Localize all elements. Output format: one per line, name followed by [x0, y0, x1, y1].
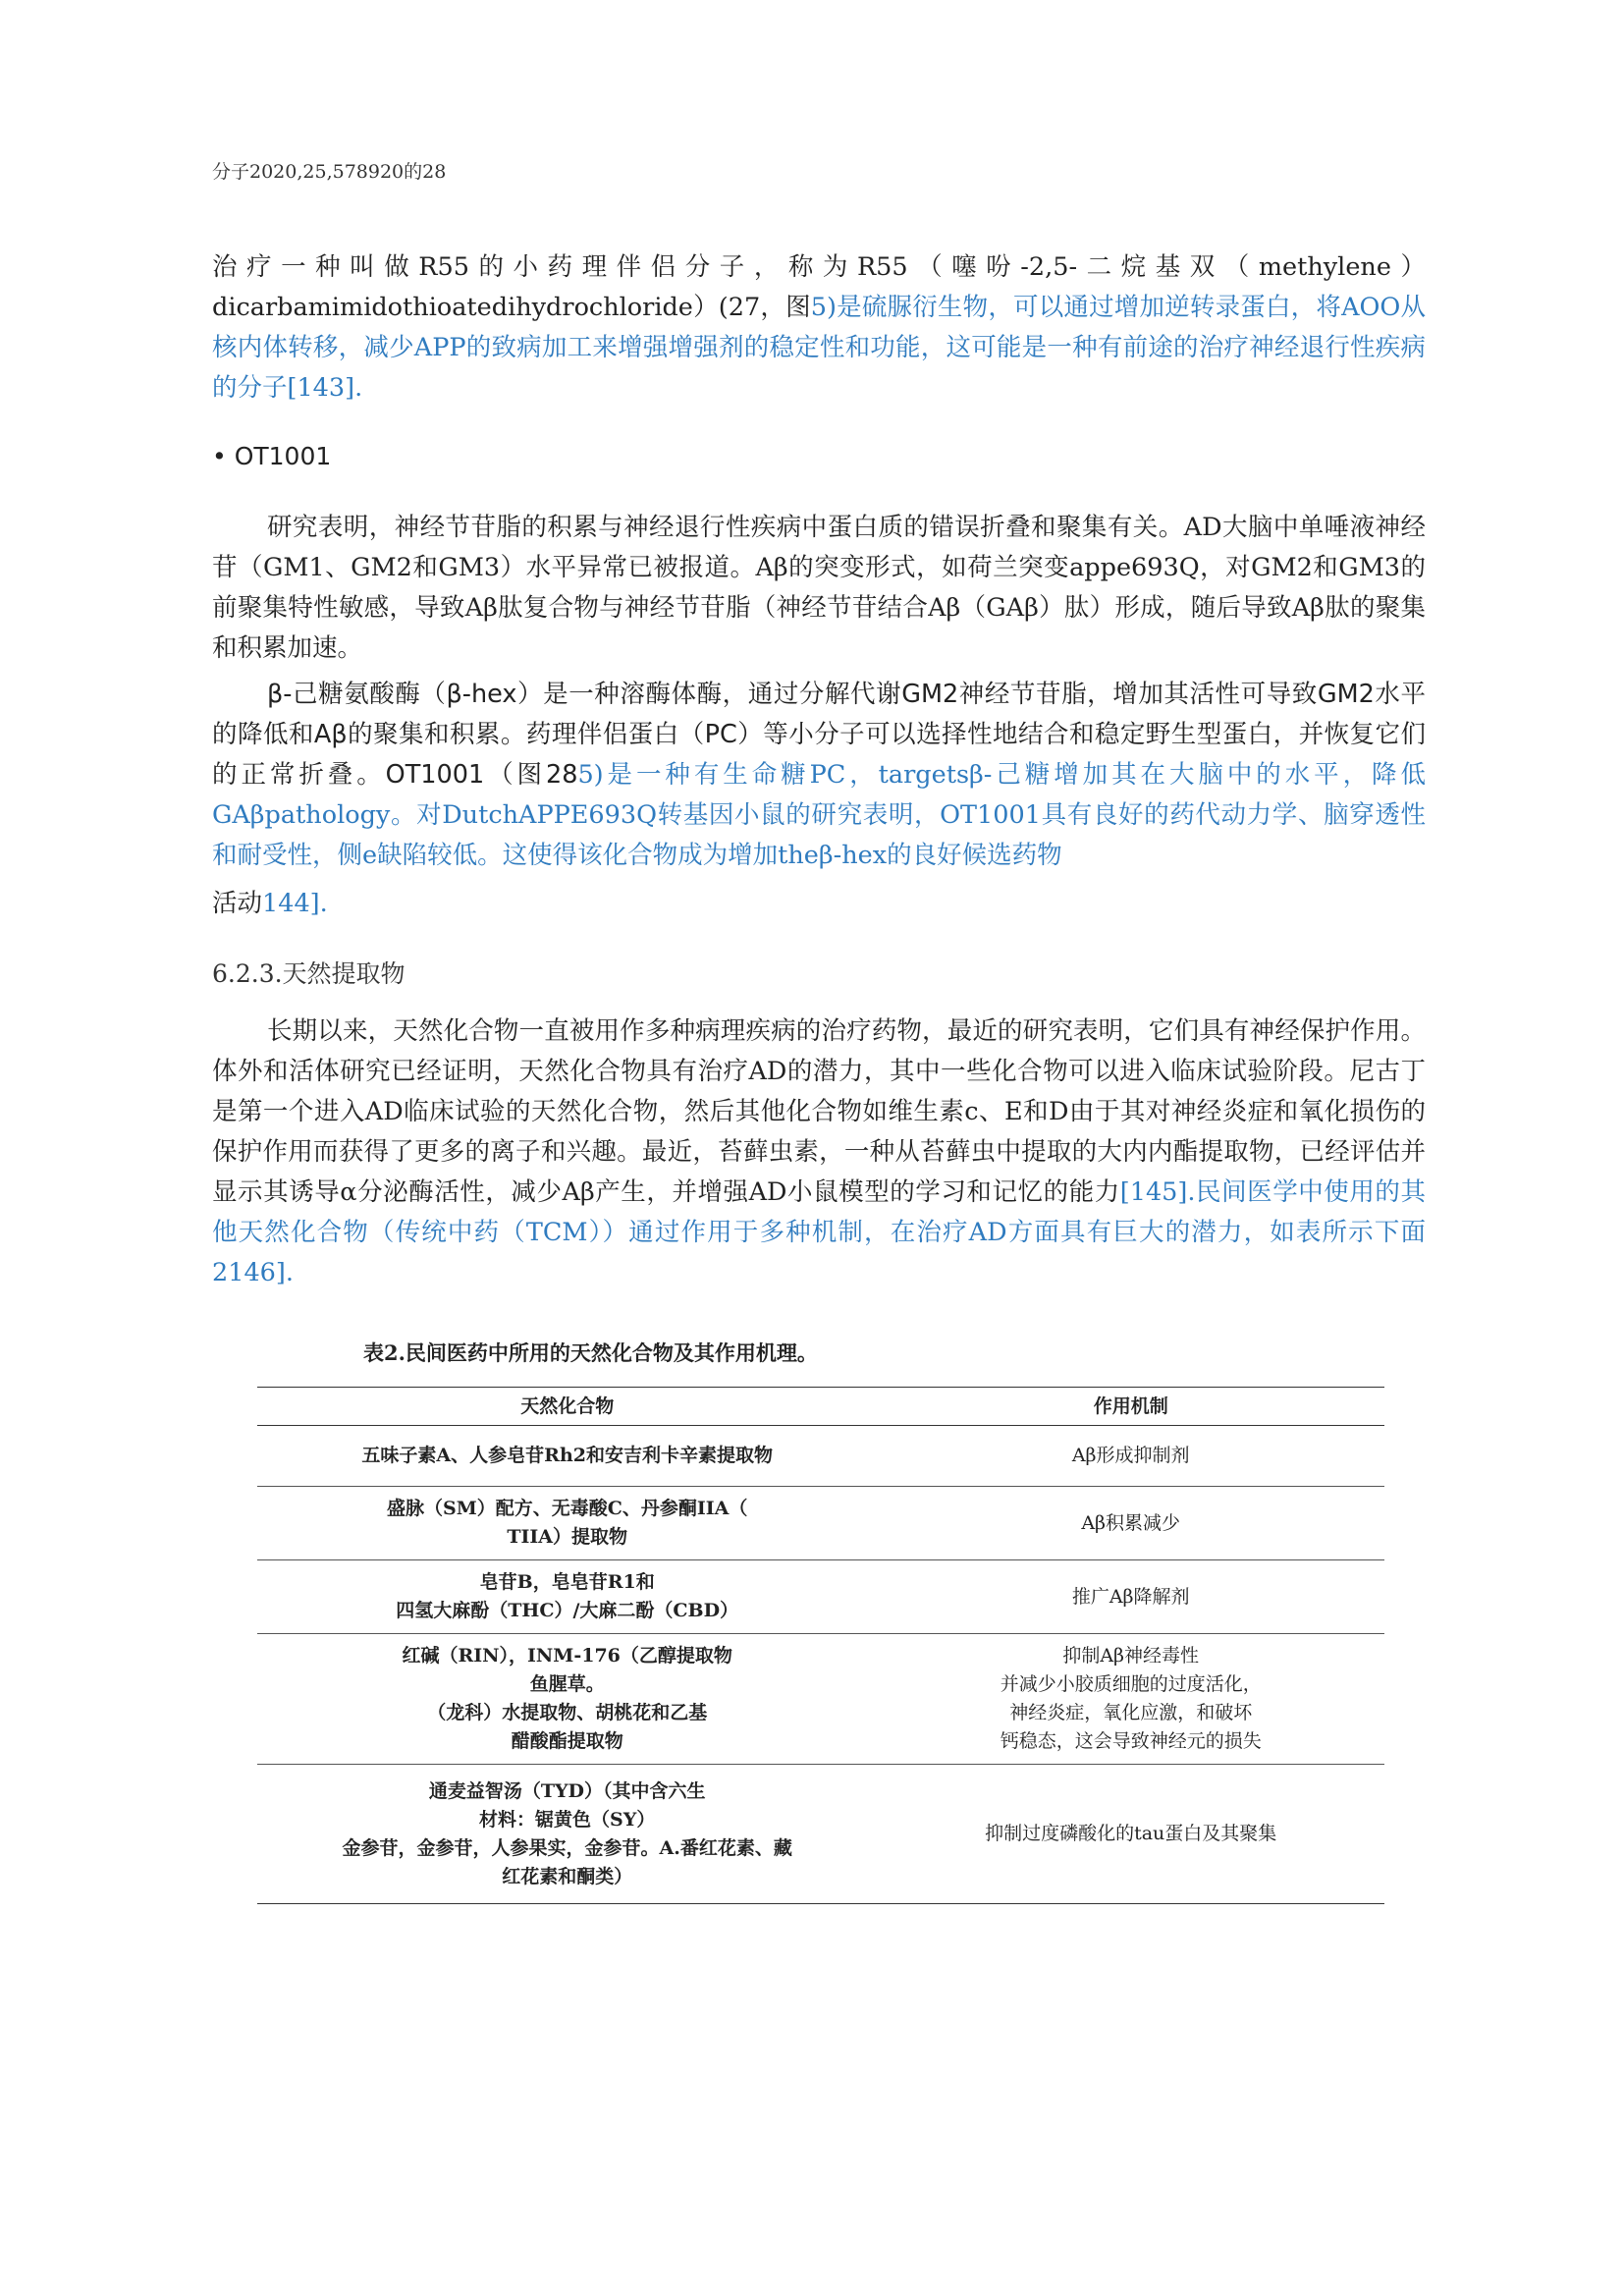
table-cell-mechanism: 抑制Aβ神经毒性 并减少小胶质细胞的过度活化， 神经炎症，氧化应激，和破坏 钙稳态，这会导致神经元的损失	[877, 1634, 1384, 1765]
section-heading: 6.2.3.天然提取物	[212, 959, 406, 988]
figure-reference-link[interactable]: 5)是一种有生命糖PC，targetsβ-己糖增加其在大脑中的水平，降低GAβpathology。对DutchAPPE693Q转基因小鼠的研究表明，OT1001具有良好的药代动力学、脑穿透性和耐受性，侧e缺陷较低。这使得该化合物成为增加theβ-hex的良好候选药物	[212, 760, 1426, 870]
paragraph-beta-hex-text: β-己糖氨酸酶（β-hex）是一种溶酶体酶，通过分解代谢GM2神经节苷脂，增加其活性可导致GM2水平的降低和Aβ的聚集和积累。药理伴侣蛋白（PC）等小分子可以选择性地结合和稳定野生型蛋白，并恢复它们的正常折叠。OT1001（图28	[212, 680, 1426, 790]
table-cell-mechanism: 推广Aβ降解剂	[877, 1560, 1384, 1634]
paragraph-natural-compounds-text: 长期以来，天然化合物一直被用作多种病理疾病的治疗药物，最近的研究表明，它们具有神经保护作用。体外和活体研究已经证明，天然化合物具有治疗AD的潜力，其中一些化合物可以进入临床试验阶段。尼古丁是第一个进入AD临床试验的天然化合物，然后其他化合物如维生素c、E和D由于其对神经炎症和氧化损伤的保护作用而获得了更多的离子和兴趣。最近，苔藓虫素，一种从苔藓虫中提取的大内内酯提取物，已经评估并显示其诱导α分泌酶活性，减少Aβ产生，并增强AD小鼠模型的学习和记忆的能力	[212, 1016, 1426, 1207]
compounds-table	[257, 1387, 1384, 1904]
compounds-table-wrapper	[257, 1387, 1384, 1904]
table-row	[257, 1634, 1384, 1765]
paragraph-gangliosides-text: 研究表明，神经节苷脂的积累与神经退行性疾病中蛋白质的错误折叠和聚集有关。AD大脑中单唾液神经苷（GM1、GM2和GM3）水平异常已被报道。Aβ的突变形式，如荷兰突变appe693Q，对GM2和GM3的前聚集特性敏感，导致Aβ肽复合物与神经节苷脂（神经节苷结合Aβ（GAβ）肽）形成，随后导致Aβ肽的聚集和积累加速。	[212, 513, 1426, 663]
table-header-compound: 天然化合物	[257, 1388, 877, 1426]
citation-link[interactable]: 144].	[262, 889, 328, 918]
table-cell-mechanism: Aβ形成抑制剂	[877, 1426, 1384, 1487]
table-cell-mechanism: Aβ积累减少	[877, 1487, 1384, 1560]
table-row	[257, 1487, 1384, 1560]
table-cell-compound: 五味子素A、人参皂苷Rh2和安吉利卡辛素提取物	[257, 1426, 877, 1487]
table-header-row	[257, 1388, 1384, 1426]
table-row	[257, 1426, 1384, 1487]
paragraph-r55-text: 治疗一种叫做R55的小药理伴侣分子，称为R55（噻吩-2,5-二烷基双（methylene）dicarbamimidothioatedihydrochloride）(27，图	[212, 252, 1426, 322]
running-header: 分子2020,25,578920的28	[212, 161, 447, 183]
paragraph-r55	[212, 247, 1426, 409]
table-cell-compound: 通麦益智汤（TYD）（其中含六生 材料：锯黄色（SY） 金参苷，金参苷，人参果实，金参苷。A.番红花素、藏 红花素和酮类）	[257, 1765, 877, 1904]
paragraph-natural-compounds	[212, 1011, 1426, 1293]
table-cell-compound: 红碱（RIN），INM-176（乙醇提取物 鱼腥草。 （龙科）水提取物、胡桃花和乙基 醋酸酯提取物	[257, 1634, 877, 1765]
table-row	[257, 1765, 1384, 1904]
table-row	[257, 1560, 1384, 1634]
table-header-mechanism: 作用机制	[877, 1388, 1384, 1426]
table-cell-mechanism: 抑制过度磷酸化的tau蛋白及其聚集	[877, 1765, 1384, 1904]
paragraph-gangliosides	[212, 508, 1426, 669]
table-caption: 表2.民间医药中所用的天然化合物及其作用机理。	[363, 1340, 818, 1365]
table-cell-compound: 盛脉（SM）配方、无毒酸C、丹参酮IIA（ TIIA）提取物	[257, 1487, 877, 1560]
citation-link[interactable]: [145].民间医学中使用的其他天然化合物（传统中药（TCM））通过作用于多种机制，在治疗AD方面具有巨大的潜力，如表所示下面2146].	[212, 1177, 1426, 1287]
table-cell-compound: 皂苷B，皂皂苷R1和 四氢大麻酚（THC）/大麻二酚（CBD）	[257, 1560, 877, 1634]
paragraph-beta-hex-tail: 活动	[212, 889, 263, 918]
bullet-heading-ot1001: • OT1001	[212, 442, 332, 470]
figure-reference-link[interactable]: 5)是硫脲衍生物，可以通过增加逆转录蛋白，将AOO从核内体转移，减少APP的致病加工来增强增强剂的稳定性和功能，这可能是一种有前途的治疗神经退行性疾病的分子[143].	[212, 293, 1426, 403]
paragraph-beta-hex	[212, 675, 1426, 924]
